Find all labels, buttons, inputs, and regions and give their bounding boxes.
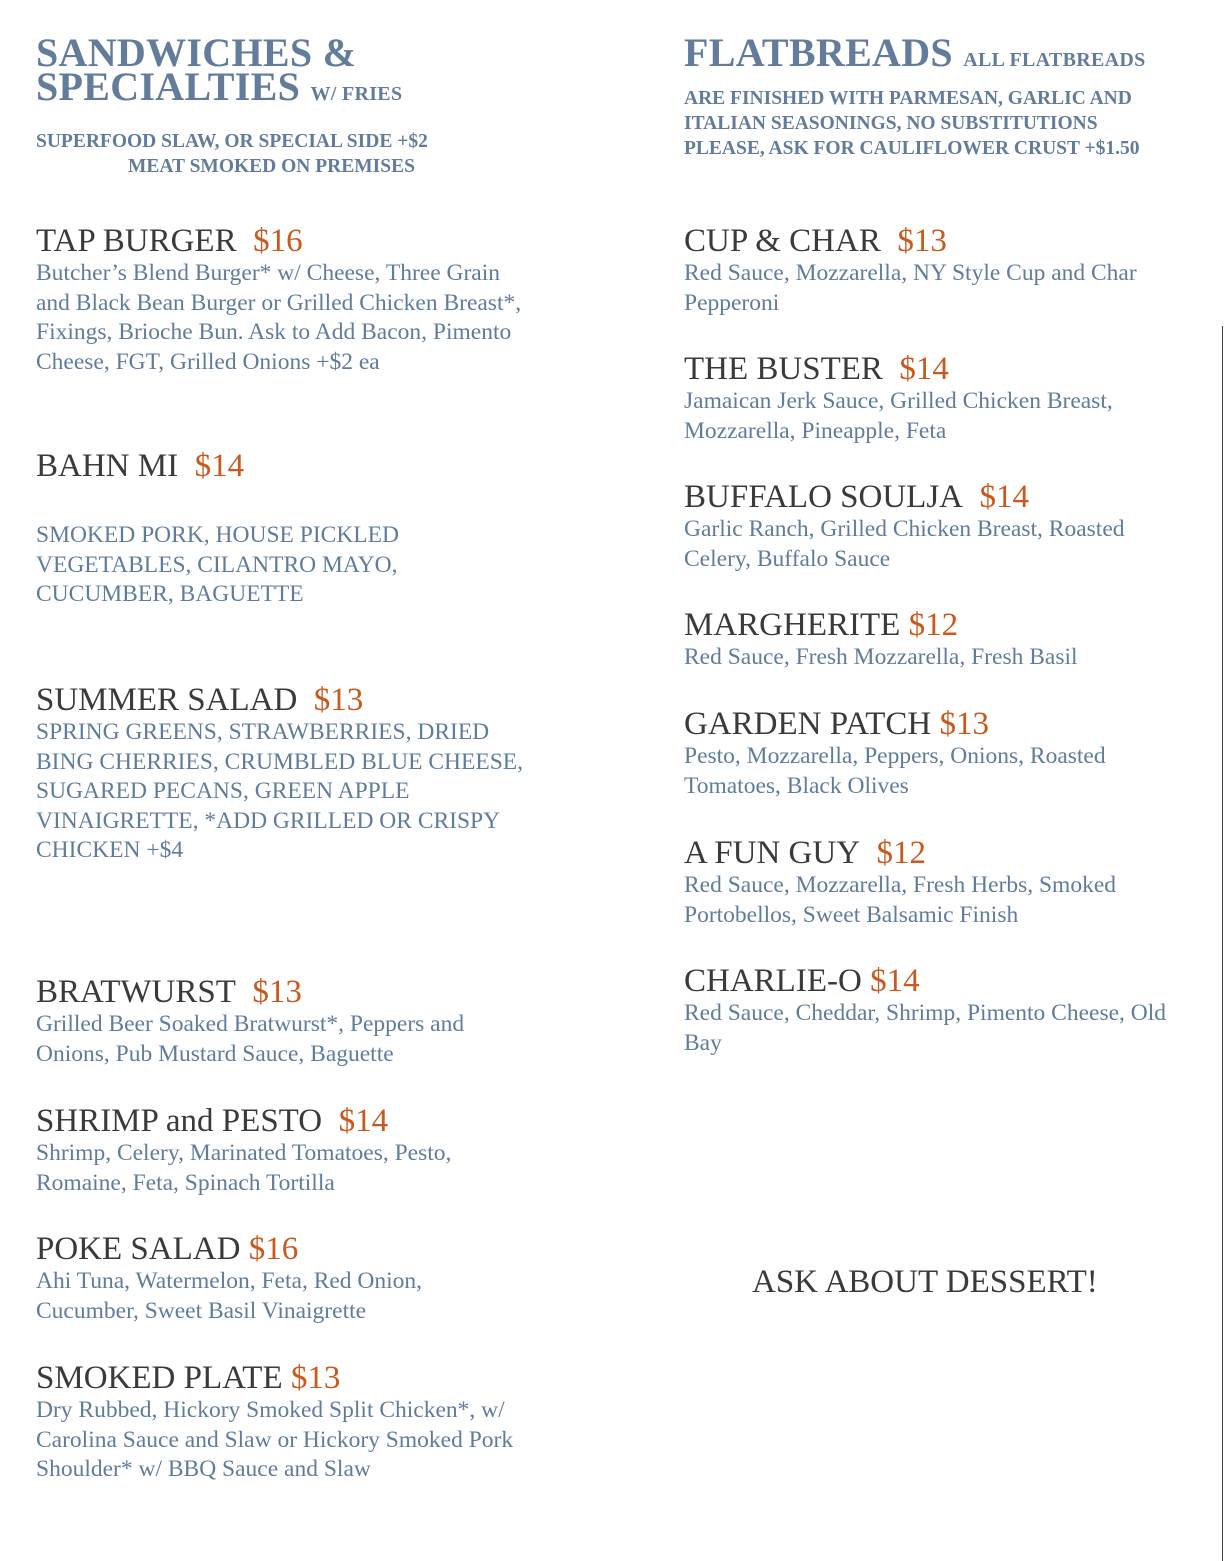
item-description: Pesto, Mozzarella, Peppers, Onions, Roasted Tomatoes, Black Olives bbox=[684, 743, 1106, 799]
item-price: $12 bbox=[908, 607, 959, 643]
item-name: CUP & CHAR bbox=[684, 223, 881, 259]
section-note: ARE FINISHED WITH PARMESAN, GARLIC AND ITALIAN SEASONINGS, NO SUBSTITUTIONS PLEASE, ASK FOR CAULIFLOWER CRUST +$1.50 bbox=[684, 88, 1140, 159]
menu-item-tap-burger bbox=[36, 223, 526, 377]
item-name: THE BUSTER bbox=[684, 351, 883, 387]
menu-item-margherite bbox=[684, 607, 1164, 673]
item-description: Jamaican Jerk Sauce, Grilled Chicken Breast, Mozzarella, Pineapple, Feta bbox=[684, 388, 1113, 444]
item-name: SHRIMP and PESTO bbox=[36, 1103, 323, 1139]
item-price: $14 bbox=[194, 448, 245, 484]
item-price: $13 bbox=[897, 223, 947, 259]
menu-item-the-buster bbox=[684, 351, 1164, 446]
item-price: $14 bbox=[338, 1103, 389, 1139]
item-description: SMOKED PORK, HOUSE PICKLED VEGETABLES, CILANTRO MAYO, CUCUMBER, BAGUETTE bbox=[36, 522, 399, 607]
menu-item-garden-patch bbox=[684, 706, 1154, 801]
section-title-line1: SANDWICHES & bbox=[36, 30, 357, 75]
section-title-suffix: ALL FLATBREADS bbox=[963, 49, 1146, 71]
menu-item-buffalo-soulja bbox=[684, 479, 1164, 574]
item-price: $13 bbox=[290, 1360, 341, 1396]
item-name: BUFFALO SOULJA bbox=[684, 479, 964, 515]
section-title-text: FLATBREADS bbox=[684, 30, 953, 75]
item-name: GARDEN PATCH bbox=[684, 706, 932, 742]
menu-item-poke-salad bbox=[36, 1231, 526, 1326]
item-description: Ahi Tuna, Watermelon, Feta, Red Onion, Cucumber, Sweet Basil Vinaigrette bbox=[36, 1268, 423, 1324]
section-title-suffix: W/ FRIES bbox=[310, 83, 403, 105]
item-description: Butcher’s Blend Burger* w/ Cheese, Three Grain and Black Bean Burger or Grilled Chicken Breast*, Fixings, Brioche Bun. Ask to Add Bacon, Pimento Cheese, FGT, Grilled Onions +$2 ea bbox=[36, 260, 522, 375]
item-name: POKE SALAD bbox=[36, 1231, 241, 1267]
item-price: $16 bbox=[248, 1231, 299, 1267]
menu-item-shrimp-pesto bbox=[36, 1103, 526, 1198]
menu-item-bratwurst bbox=[36, 974, 526, 1069]
item-price: $13 bbox=[939, 706, 989, 742]
menu-item-a-fun-guy bbox=[684, 835, 1164, 930]
dessert-note: ASK ABOUT DESSERT! bbox=[752, 1264, 1098, 1300]
menu-item-charlie-o bbox=[684, 963, 1174, 1058]
section-title bbox=[36, 30, 596, 111]
section-note-line1: SUPERFOOD SLAW, OR SPECIAL SIDE +$2 bbox=[36, 131, 428, 152]
item-description: Grilled Beer Soaked Bratwurst*, Peppers and Onions, Pub Mustard Sauce, Baguette bbox=[36, 1011, 465, 1067]
item-name: SUMMER SALAD bbox=[36, 682, 298, 718]
menu-item-summer-salad bbox=[36, 682, 536, 866]
item-description: Dry Rubbed, Hickory Smoked Split Chicken*, w/ Carolina Sauce and Slaw or Hickory Smoked Pork Shoulder* w/ BBQ Sauce and Slaw bbox=[36, 1397, 514, 1482]
item-description: Red Sauce, Mozzarella, Fresh Herbs, Smoked Portobellos, Sweet Balsamic Finish bbox=[684, 872, 1117, 928]
item-price: $13 bbox=[252, 974, 302, 1010]
page-edge-rule bbox=[1222, 326, 1223, 1561]
section-note-line2: MEAT SMOKED ON PREMISES bbox=[128, 156, 415, 177]
item-description: Red Sauce, Cheddar, Shrimp, Pimento Cheese, Old Bay bbox=[684, 1000, 1167, 1056]
menu-item-smoked-plate bbox=[36, 1360, 536, 1485]
item-name: MARGHERITE bbox=[684, 607, 901, 643]
menu-item-cup-char bbox=[684, 223, 1184, 318]
sandwiches-header bbox=[36, 30, 596, 179]
item-description: Shrimp, Celery, Marinated Tomatoes, Pesto, Romaine, Feta, Spinach Tortilla bbox=[36, 1140, 452, 1196]
item-price: $14 bbox=[979, 479, 1030, 515]
item-name: BAHN MI bbox=[36, 448, 179, 484]
item-price: $14 bbox=[870, 963, 920, 999]
section-note bbox=[36, 129, 596, 179]
item-price: $13 bbox=[313, 682, 364, 718]
item-name: BRATWURST bbox=[36, 974, 236, 1010]
flatbreads-header bbox=[684, 30, 1184, 161]
item-name: TAP BURGER bbox=[36, 223, 237, 259]
section-title bbox=[684, 30, 1184, 77]
item-description: Red Sauce, Mozzarella, NY Style Cup and Char Pepperoni bbox=[684, 260, 1137, 316]
item-name: A FUN GUY bbox=[684, 835, 861, 871]
item-price: $12 bbox=[876, 835, 927, 871]
item-name: SMOKED PLATE bbox=[36, 1360, 283, 1396]
item-description: Garlic Ranch, Grilled Chicken Breast, Roasted Celery, Buffalo Sauce bbox=[684, 516, 1125, 572]
item-price: $14 bbox=[899, 351, 949, 387]
section-title-line2: SPECIALTIES bbox=[36, 64, 301, 109]
item-description: Red Sauce, Fresh Mozzarella, Fresh Basil bbox=[684, 644, 1078, 670]
item-price: $16 bbox=[253, 223, 303, 259]
menu-item-bahn-mi bbox=[36, 448, 526, 610]
item-description: SPRING GREENS, STRAWBERRIES, DRIED BING CHERRIES, CRUMBLED BLUE CHEESE, SUGARED PECANS, GREEN APPLE VINAIGRETTE, *ADD GRILLED OR CRISPY CHICKEN +$4 bbox=[36, 719, 523, 863]
item-name: CHARLIE-O bbox=[684, 963, 862, 999]
